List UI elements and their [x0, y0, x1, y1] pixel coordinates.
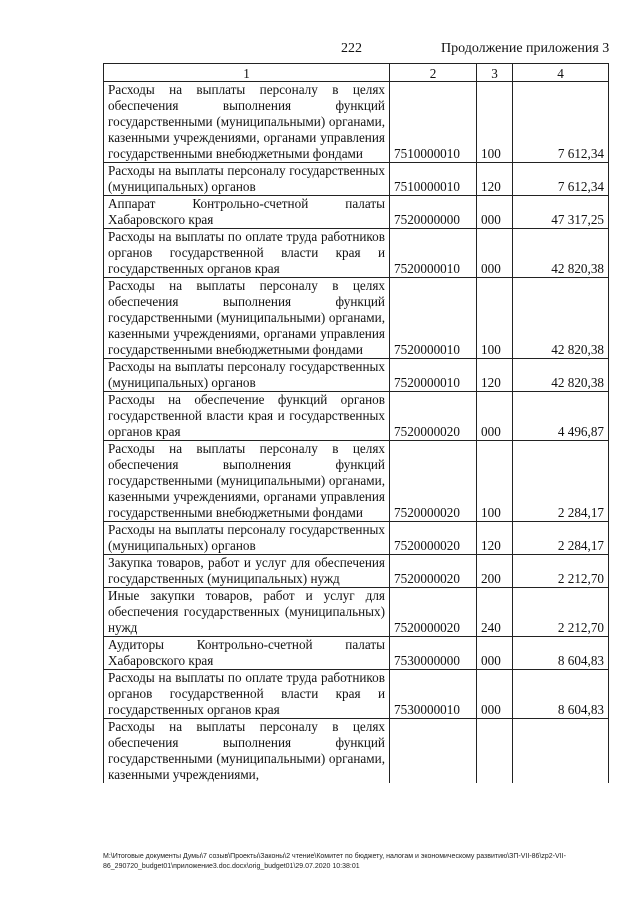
column-header-2: 2 [390, 64, 477, 82]
row-name-cell: Расходы на выплаты по оплате труда работников органов государственной власти края и государственных органов края [104, 229, 390, 278]
table-body [104, 82, 609, 784]
row-amount-cell [513, 719, 609, 784]
row-expense-type-cell: 100 [477, 278, 513, 359]
row-amount-cell: 7 612,34 [513, 82, 609, 163]
row-code-cell [390, 719, 477, 784]
row-name-cell: Расходы на выплаты персоналу в целях обеспечения выполнения функций государственными (муниципальными) органами, казенными учреждениями, [104, 719, 390, 784]
row-amount-cell: 8 604,83 [513, 637, 609, 670]
table-row [104, 588, 609, 637]
row-amount-cell: 7 612,34 [513, 163, 609, 196]
row-amount-cell: 42 820,38 [513, 278, 609, 359]
row-name-cell: Расходы на выплаты персоналу государственных (муниципальных) органов [104, 359, 390, 392]
column-header-4: 4 [513, 64, 609, 82]
budget-table [103, 63, 609, 783]
row-amount-cell: 4 496,87 [513, 392, 609, 441]
row-amount-cell: 2 212,70 [513, 588, 609, 637]
row-amount-cell: 42 820,38 [513, 229, 609, 278]
row-expense-type-cell: 200 [477, 555, 513, 588]
row-name-cell: Расходы на выплаты персоналу в целях обеспечения выполнения функций государственными (муниципальными) органами, казенными учреждениями, органами управления государственными внебюджетными фондами [104, 441, 390, 522]
page-number: 222 [341, 41, 362, 56]
table-row [104, 522, 609, 555]
row-expense-type-cell: 120 [477, 163, 513, 196]
column-header-1: 1 [104, 64, 390, 82]
footer-file-path: M:\Итоговые документы Думы\7 созыв\Проекты\Законы\2 чтение\Комитет по бюджету, налогам и экономическому развитию\ЗП-VII-86\zp2-VII-86_290720_budget01\приложение3.doc.docx\orig_budget01\29.07.2020 10:38:01 [103, 853, 566, 870]
table-row [104, 670, 609, 719]
table-row [104, 555, 609, 588]
row-name-cell: Расходы на выплаты персоналу государственных (муниципальных) органов [104, 163, 390, 196]
table-row [104, 719, 609, 784]
row-amount-cell: 2 284,17 [513, 522, 609, 555]
table-row [104, 278, 609, 359]
column-header-3: 3 [477, 64, 513, 82]
table-row [104, 163, 609, 196]
row-code-cell: 7530000010 [390, 670, 477, 719]
row-code-cell: 7520000010 [390, 229, 477, 278]
row-code-cell: 7510000010 [390, 82, 477, 163]
row-amount-cell: 2 284,17 [513, 441, 609, 522]
table-row [104, 441, 609, 522]
table-row [104, 359, 609, 392]
row-name-cell: Аудиторы Контрольно-счетной палаты Хабаровского края [104, 637, 390, 670]
row-code-cell: 7520000020 [390, 522, 477, 555]
row-expense-type-cell: 000 [477, 392, 513, 441]
table-row [104, 229, 609, 278]
row-code-cell: 7520000020 [390, 588, 477, 637]
row-expense-type-cell: 000 [477, 637, 513, 670]
row-name-cell: Расходы на выплаты персоналу государственных (муниципальных) органов [104, 522, 390, 555]
row-amount-cell: 2 212,70 [513, 555, 609, 588]
row-expense-type-cell: 000 [477, 670, 513, 719]
row-name-cell: Расходы на выплаты персоналу в целях обеспечения выполнения функций государственными (муниципальными) органами, казенными учреждениями, органами управления государственными внебюджетными фондами [104, 278, 390, 359]
row-name-cell: Иные закупки товаров, работ и услуг для обеспечения государственных (муниципальных) нужд [104, 588, 390, 637]
table-row [104, 392, 609, 441]
row-expense-type-cell: 000 [477, 196, 513, 229]
row-expense-type-cell: 240 [477, 588, 513, 637]
row-name-cell: Расходы на выплаты персоналу в целях обеспечения выполнения функций государственными (муниципальными) органами, казенными учреждениями, органами управления государственными внебюджетными фондами [104, 82, 390, 163]
row-amount-cell: 42 820,38 [513, 359, 609, 392]
row-code-cell: 7520000010 [390, 359, 477, 392]
row-expense-type-cell: 000 [477, 229, 513, 278]
row-name-cell: Аппарат Контрольно-счетной палаты Хабаровского края [104, 196, 390, 229]
row-code-cell: 7530000000 [390, 637, 477, 670]
table-row [104, 196, 609, 229]
row-name-cell: Расходы на обеспечение функций органов государственной власти края и государственных органов края [104, 392, 390, 441]
table-header [104, 64, 609, 82]
row-amount-cell: 8 604,83 [513, 670, 609, 719]
row-code-cell: 7520000020 [390, 555, 477, 588]
row-expense-type-cell [477, 719, 513, 784]
row-expense-type-cell: 120 [477, 359, 513, 392]
row-code-cell: 7510000010 [390, 163, 477, 196]
row-code-cell: 7520000010 [390, 278, 477, 359]
row-code-cell: 7520000020 [390, 392, 477, 441]
row-code-cell: 7520000020 [390, 441, 477, 522]
row-code-cell: 7520000000 [390, 196, 477, 229]
row-expense-type-cell: 100 [477, 82, 513, 163]
row-amount-cell: 47 317,25 [513, 196, 609, 229]
table-row [104, 82, 609, 163]
table-row [104, 637, 609, 670]
row-expense-type-cell: 120 [477, 522, 513, 555]
appendix-continuation-title: Продолжение приложения 3 [441, 41, 610, 56]
row-name-cell: Закупка товаров, работ и услуг для обеспечения государственных (муниципальных) нужд [104, 555, 390, 588]
row-name-cell: Расходы на выплаты по оплате труда работников органов государственной власти края и государственных органов края [104, 670, 390, 719]
row-expense-type-cell: 100 [477, 441, 513, 522]
